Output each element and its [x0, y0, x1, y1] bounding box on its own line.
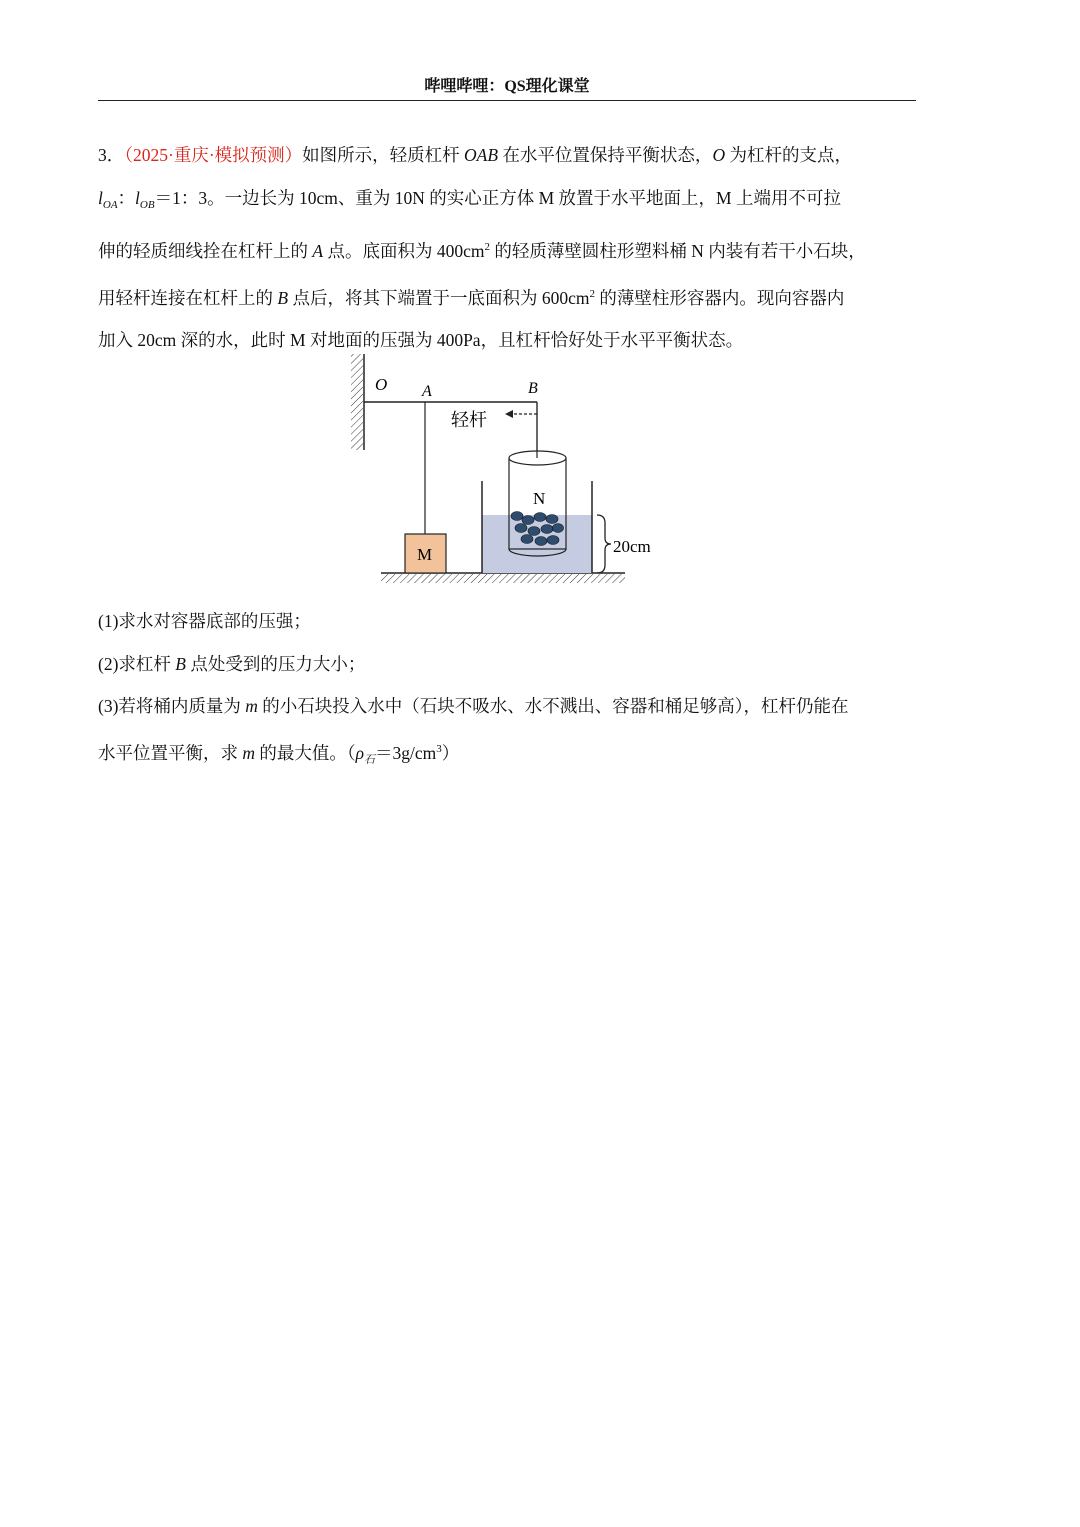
- label-b: B: [528, 380, 538, 397]
- question-2: [98, 643, 918, 686]
- text-span: 点后，将其下端置于一底面积为 600cm: [288, 287, 590, 308]
- lever-diagram: [345, 348, 675, 593]
- text-span: ＝1：3。一边长为 10cm、重为 10N 的实心正方体 M 放置于水平地面上，M 上端用不可拉: [154, 187, 841, 208]
- stone: [534, 513, 546, 522]
- mass-symbol: m: [242, 742, 256, 763]
- text-span: 用轻杆连接在杠杆上的: [98, 287, 278, 308]
- ground-hatch: [381, 574, 625, 583]
- problem-number: 3．: [98, 145, 125, 165]
- text-span: 点。底面积为 400cm: [323, 241, 485, 261]
- text-span: 的薄壁柱形容器内。现向容器内: [594, 287, 845, 308]
- text-span: 如图所示，轻质杠杆: [302, 145, 465, 165]
- problem-line-3: [98, 226, 918, 273]
- stone: [521, 535, 533, 544]
- stone: [535, 537, 547, 546]
- text-span: 伸的轻质细线拴在杠杆上的: [98, 241, 313, 261]
- label-a: A: [422, 383, 432, 400]
- question-3-line-2: [98, 728, 918, 782]
- lever-name: OAB: [464, 145, 499, 165]
- point-label: B: [277, 287, 289, 308]
- text-span: 在水平位置保持平衡状态，: [498, 145, 713, 165]
- text-span: (3)若将桶内质量为: [98, 696, 246, 716]
- problem-line-1: [98, 134, 918, 177]
- problem-line-4: [98, 273, 918, 320]
- header-title: 哔哩哔哩：QS理化课堂: [424, 78, 590, 95]
- questions: [98, 600, 918, 781]
- text-span: ：: [117, 187, 136, 208]
- point-label: B: [175, 653, 186, 674]
- label-o: O: [375, 375, 388, 394]
- problem-line-5: 加入 20cm 深的水，此时 M 对地面的压强为 400Pa，且杠杆恰好处于水平平衡状态。: [98, 330, 744, 350]
- subscript: OA: [102, 198, 118, 211]
- stone: [541, 525, 553, 534]
- text-span: 的最大值。（: [255, 742, 356, 763]
- text-span: 为杠杆的支点，: [725, 145, 852, 165]
- label-rod: 轻杆: [451, 410, 487, 430]
- stone: [522, 516, 534, 525]
- arrow-head-icon: [505, 410, 513, 418]
- text-span: 的小石块投入水中（石块不吸水、水不溅出、容器和桶足够高），杠杆仍能在: [257, 696, 849, 716]
- stone: [528, 527, 540, 536]
- mass-symbol: m: [245, 696, 258, 716]
- subscript: 石: [364, 753, 376, 766]
- density-symbol: ρ: [355, 742, 365, 763]
- question-3-line-1: [98, 685, 918, 728]
- superscript: 2: [484, 241, 490, 253]
- stone: [515, 524, 527, 533]
- label-depth: 20cm: [613, 537, 651, 556]
- text-span: ＝3g/cm: [375, 742, 437, 763]
- label-n: N: [533, 489, 546, 508]
- depth-brace: [597, 515, 611, 573]
- text-span: ）: [441, 742, 460, 763]
- problem-statement: [98, 134, 918, 362]
- question-1: (1)求水对容器底部的压强；: [98, 611, 311, 631]
- text-span: 的轻质薄壁圆柱形塑料桶 N 内装有若干小石块，: [489, 241, 866, 261]
- length-symbol: l: [98, 187, 103, 208]
- label-m: M: [417, 545, 433, 564]
- text-span: (2)求杠杆: [98, 653, 176, 674]
- stone: [546, 515, 558, 524]
- lever-diagram-svg: [345, 348, 675, 593]
- subscript: OB: [139, 198, 155, 211]
- superscript: 3: [436, 742, 442, 755]
- stone: [547, 536, 559, 545]
- stone: [511, 512, 523, 521]
- problem-line-2: [98, 177, 918, 227]
- pivot-label: O: [712, 145, 726, 165]
- text-span: 水平位置平衡，求: [98, 742, 243, 763]
- problem-source: （2025·重庆·模拟预测）: [124, 145, 303, 165]
- stone: [553, 524, 564, 533]
- superscript: 2: [589, 287, 595, 300]
- wall-hatch: [351, 354, 363, 450]
- text-span: 点处受到的压力大小；: [185, 653, 366, 674]
- point-label: A: [312, 241, 324, 261]
- page-header: [98, 76, 916, 101]
- length-symbol: l: [135, 187, 140, 208]
